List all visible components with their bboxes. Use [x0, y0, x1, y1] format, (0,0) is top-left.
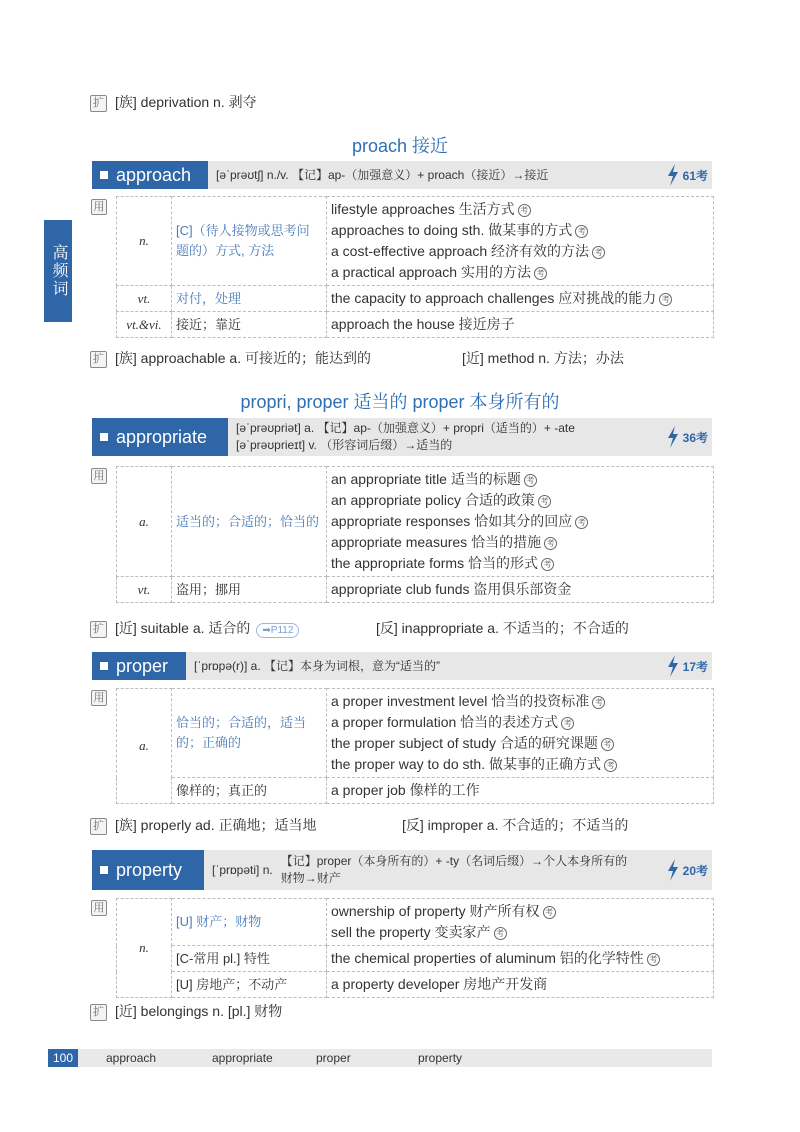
- exam-count: [656, 652, 712, 680]
- example: the proper way to do sth. 做某事的正确方式 考: [331, 754, 709, 775]
- table-row: [117, 946, 714, 972]
- headword: property: [116, 859, 183, 880]
- extension-appropriate-right: [反] inappropriate a. 不适当的；不合适的: [376, 620, 629, 636]
- footer-word[interactable]: property: [418, 1051, 463, 1065]
- usage-table-approach: [116, 196, 714, 338]
- headword-block: [92, 418, 228, 456]
- count-label: 61考: [682, 168, 708, 183]
- table-row: [117, 312, 714, 338]
- square-bullet-icon: [100, 433, 108, 441]
- exam-count: [656, 418, 712, 456]
- meaning: 接近；靠近: [172, 312, 327, 338]
- example: sell the property 变卖家产 考: [331, 922, 709, 943]
- exam-mark-icon: 考: [494, 927, 507, 940]
- extension-tag: 扩: [90, 1004, 107, 1021]
- count-label: 36考: [682, 430, 708, 445]
- side-tab: 高频词: [44, 220, 72, 322]
- exam-mark-icon: 考: [592, 696, 605, 709]
- extension-text: [族] deprivation n. 剥夺: [115, 94, 257, 110]
- examples: [327, 689, 714, 778]
- lightning-icon: [667, 859, 679, 881]
- lightning-icon: [667, 164, 679, 186]
- example: approaches to doing sth. 做某事的方式 考: [331, 220, 709, 241]
- example: appropriate measures 恰当的措施 考: [331, 532, 709, 553]
- extension-left: [近] belongings n. [pl.] 财物: [115, 1003, 283, 1019]
- exam-mark-icon: 考: [592, 246, 605, 259]
- table-row: [117, 286, 714, 312]
- examples: a property developer 房地产开发商: [327, 972, 714, 998]
- footer-word[interactable]: appropriate: [212, 1051, 273, 1065]
- examples: a proper job 像样的工作: [327, 778, 714, 804]
- table-row: [117, 689, 714, 778]
- table-row: [117, 778, 714, 804]
- extension-proper-right: [反] improper a. 不合适的；不适当的: [402, 817, 629, 833]
- pos-label: a.: [117, 467, 172, 577]
- table-row: [117, 467, 714, 577]
- meaning: 盗用；挪用: [172, 577, 327, 603]
- exam-mark-icon: 考: [544, 537, 557, 550]
- top-extension: [90, 92, 257, 112]
- example: an appropriate policy 合适的政策 考: [331, 490, 709, 511]
- page-number: 100: [48, 1049, 78, 1067]
- exam-mark-icon: 考: [534, 267, 547, 280]
- entry-header-property: [92, 850, 712, 890]
- usage-tag: 用: [91, 900, 107, 916]
- table-row: [117, 577, 714, 603]
- extension-left: [族] properly ad. 正确地；适当地: [115, 817, 317, 833]
- entry-header-approach: [92, 161, 712, 189]
- pos-label: vt.: [117, 286, 172, 312]
- example: lifestyle approaches 生活方式 考: [331, 199, 709, 220]
- footer-word[interactable]: approach: [106, 1051, 157, 1065]
- headword-block: [92, 652, 186, 680]
- lightning-icon: [667, 655, 679, 677]
- example: a proper investment level 恰当的投资标准 考: [331, 691, 709, 712]
- meaning: [U] 财产；财物: [172, 899, 327, 946]
- page-reference[interactable]: ➡P112: [256, 623, 299, 638]
- exam-mark-icon: 考: [659, 293, 672, 306]
- extension-approach-right: [近] method n. 方法；办法: [462, 350, 624, 366]
- headword-block: [92, 850, 204, 890]
- usage-table-appropriate: [116, 466, 714, 603]
- pos-label: vt.&vi.: [117, 312, 172, 338]
- usage-table-proper: [116, 688, 714, 804]
- examples: the chemical properties of aluminum 铝的化学特性 考: [327, 946, 714, 972]
- exam-mark-icon: 考: [543, 906, 556, 919]
- extension-approach: [90, 348, 371, 368]
- exam-count: [656, 161, 712, 189]
- usage-table-property: [116, 898, 714, 998]
- exam-mark-icon: 考: [561, 717, 574, 730]
- examples: [327, 899, 714, 946]
- table-row: [117, 972, 714, 998]
- examples: the capacity to approach challenges 应对挑战的能力 考: [327, 286, 714, 312]
- table-row: [117, 899, 714, 946]
- header-info: [ˈprɒpə(r)] a. 【记】本身为词根，意为“适当的”: [194, 658, 441, 673]
- pos-label: vt.: [117, 577, 172, 603]
- extension-property: [90, 1001, 282, 1021]
- usage-tag: 用: [91, 468, 107, 484]
- entry-header-appropriate: [92, 418, 712, 456]
- example: appropriate responses 恰如其分的回应 考: [331, 511, 709, 532]
- root-title-proach: proach 接近: [351, 136, 449, 156]
- table-row: [117, 197, 714, 286]
- exam-mark-icon: 考: [518, 204, 531, 217]
- extension-tag: 扩: [90, 351, 107, 368]
- meaning: 对付，处理: [172, 286, 327, 312]
- page-footer: [48, 1049, 712, 1067]
- extension-tag: 扩: [90, 95, 107, 112]
- examples: [327, 197, 714, 286]
- extension-tag: 扩: [90, 818, 107, 835]
- square-bullet-icon: [100, 866, 108, 874]
- meaning: 恰当的；合适的，适当的；正确的: [172, 689, 327, 778]
- example: an appropriate title 适当的标题 考: [331, 469, 709, 490]
- usage-tag: 用: [91, 199, 107, 215]
- example: a cost-effective approach 经济有效的方法 考: [331, 241, 709, 262]
- meaning: [C]（待人接物或思考问题的）方式, 方法: [172, 197, 327, 286]
- exam-mark-icon: 考: [604, 759, 617, 772]
- meaning: [U] 房地产；不动产: [172, 972, 327, 998]
- root-title-propri: propri, proper 适当的 proper 本身所有的: [240, 392, 560, 412]
- example: ownership of property 财产所有权 考: [331, 901, 709, 922]
- extension-left: [族] approachable a. 可接近的；能达到的: [115, 350, 371, 366]
- meaning: 像样的；真正的: [172, 778, 327, 804]
- header-info: [əˈprəʊtʃ] n./v. 【记】ap-（加强意义）+ proach（接近）→接近: [216, 167, 549, 182]
- exam-mark-icon: 考: [541, 558, 554, 571]
- example: a practical approach 实用的方法 考: [331, 262, 709, 283]
- entry-header-proper: [92, 652, 712, 680]
- examples: appropriate club funds 盗用俱乐部资金: [327, 577, 714, 603]
- headword: appropriate: [116, 426, 208, 447]
- example: the proper subject of study 合适的研究课题 考: [331, 733, 709, 754]
- headword-block: [92, 161, 208, 189]
- header-info: 【记】proper（本身所有的）+ -ty（名词后缀）→个人本身所有的财物→财产: [280, 854, 628, 885]
- headword: approach: [116, 164, 192, 185]
- extension-appropriate: [90, 618, 299, 638]
- header-info: [əˈprəʊpriət] a. 【记】ap-（加强意义）+ propri（适当的）+ -ate [əˈprəʊprieɪt] v. （形容词后缀）→适当的: [236, 421, 575, 452]
- exam-count: [656, 850, 712, 890]
- footer-word[interactable]: proper: [316, 1051, 351, 1065]
- count-label: 20考: [682, 863, 708, 878]
- pos-label: n.: [117, 899, 172, 998]
- lightning-icon: [667, 426, 679, 448]
- pos-label: a.: [117, 689, 172, 804]
- exam-mark-icon: 考: [647, 953, 660, 966]
- square-bullet-icon: [100, 171, 108, 179]
- square-bullet-icon: [100, 662, 108, 670]
- usage-tag: 用: [91, 690, 107, 706]
- examples: [327, 467, 714, 577]
- meaning: [C-常用 pl.] 特性: [172, 946, 327, 972]
- exam-mark-icon: 考: [524, 474, 537, 487]
- exam-mark-icon: 考: [538, 495, 551, 508]
- examples: approach the house 接近房子: [327, 312, 714, 338]
- example: the appropriate forms 恰当的形式 考: [331, 553, 709, 574]
- extension-left: [近] suitable a. 适合的: [115, 620, 251, 636]
- extension-proper: [90, 815, 317, 835]
- exam-mark-icon: 考: [601, 738, 614, 751]
- exam-mark-icon: 考: [575, 516, 588, 529]
- pos-label: n.: [117, 197, 172, 286]
- count-label: 17考: [682, 659, 708, 674]
- meaning: 适当的；合适的；恰当的: [172, 467, 327, 577]
- header-phonetic: [ˈprɒpəti] n.: [212, 862, 273, 877]
- headword: proper: [116, 655, 169, 676]
- exam-mark-icon: 考: [575, 225, 588, 238]
- extension-tag: 扩: [90, 621, 107, 638]
- example: a proper formulation 恰当的表述方式 考: [331, 712, 709, 733]
